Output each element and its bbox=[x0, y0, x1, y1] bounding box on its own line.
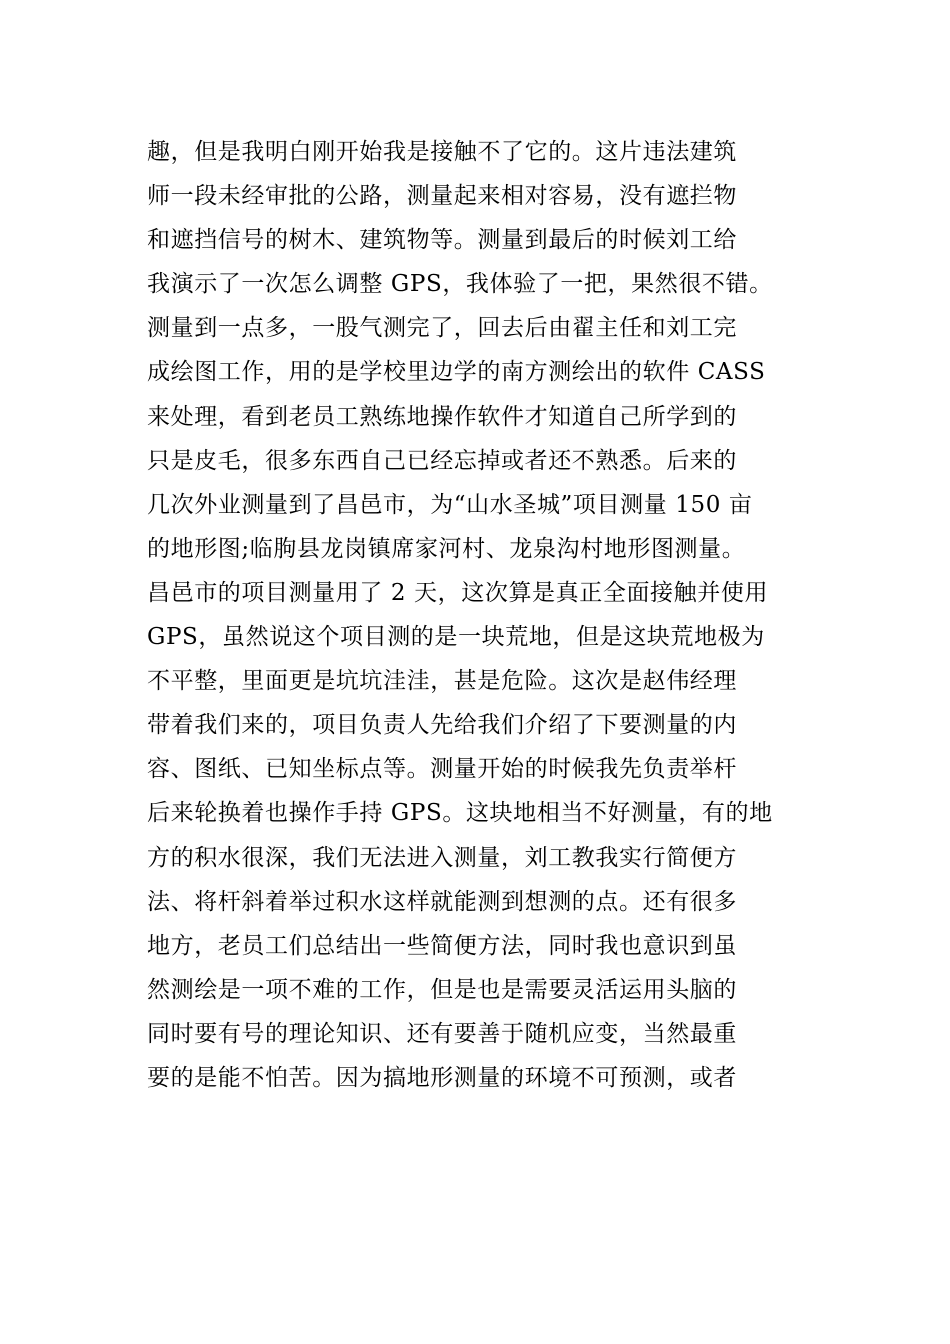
text-line: 方的积水很深，我们无法进入测量，刘工教我实行简便方 bbox=[147, 844, 737, 871]
text-line: 同时要有号的理论知识、还有要善于随机应变，当然最重 bbox=[147, 1020, 737, 1047]
text-line: 几次外业测量到了昌邑市，为“山水圣城”项目测量 150 亩 bbox=[147, 491, 753, 518]
text-line: 只是皮毛，很多东西自己已经忘掉或者还不熟悉。后来的 bbox=[147, 447, 737, 474]
text-line: GPS，虽然说这个项目测的是一块荒地，但是这块荒地极为 bbox=[147, 624, 765, 651]
text-line: 然测绘是一项不难的工作，但是也是需要灵活运用头脑的 bbox=[147, 976, 737, 1003]
text-line: 来处理，看到老员工熟练地操作软件才知道自己所学到的 bbox=[147, 403, 737, 430]
text-line: 我演示了一次怎么调整 GPS，我体验了一把，果然很不错。 bbox=[147, 271, 773, 298]
body-paragraph bbox=[147, 130, 817, 1100]
text-line: 的地形图;临朐县龙岗镇席家河村、龙泉沟村地形图测量。 bbox=[147, 535, 746, 562]
text-line: 容、图纸、已知坐标点等。测量开始的时候我先负责举杆 bbox=[147, 756, 737, 783]
text-line: 师一段未经审批的公路，测量起来相对容易，没有遮拦物 bbox=[147, 183, 737, 210]
text-line: 昌邑市的项目测量用了 2 天，这次算是真正全面接触并使用 bbox=[147, 579, 769, 606]
text-line: 成绘图工作，用的是学校里边学的南方测绘出的软件 CASS bbox=[147, 359, 766, 386]
text-line: 趣，但是我明白刚开始我是接触不了它的。这片违法建筑 bbox=[147, 139, 737, 165]
text-line: 测量到一点多，一股气测完了，回去后由翟主任和刘工完 bbox=[147, 315, 737, 342]
text-line: 和遮挡信号的树木、建筑物等。测量到最后的时候刘工给 bbox=[147, 227, 737, 254]
text-line: 地方，老员工们总结出一些简便方法，同时我也意识到虽 bbox=[147, 932, 737, 959]
text-line: 法、将杆斜着举过积水这样就能测到想测的点。还有很多 bbox=[147, 888, 737, 915]
text-line: 带着我们来的，项目负责人先给我们介绍了下要测量的内 bbox=[147, 712, 737, 739]
text-line: 要的是能不怕苦。因为搞地形测量的环境不可预测，或者 bbox=[147, 1064, 737, 1091]
text-line: 后来轮换着也操作手持 GPS。这块地相当不好测量，有的地 bbox=[147, 800, 773, 827]
text-line: 不平整，里面更是坑坑洼洼，甚是危险。这次是赵伟经理 bbox=[147, 668, 737, 695]
